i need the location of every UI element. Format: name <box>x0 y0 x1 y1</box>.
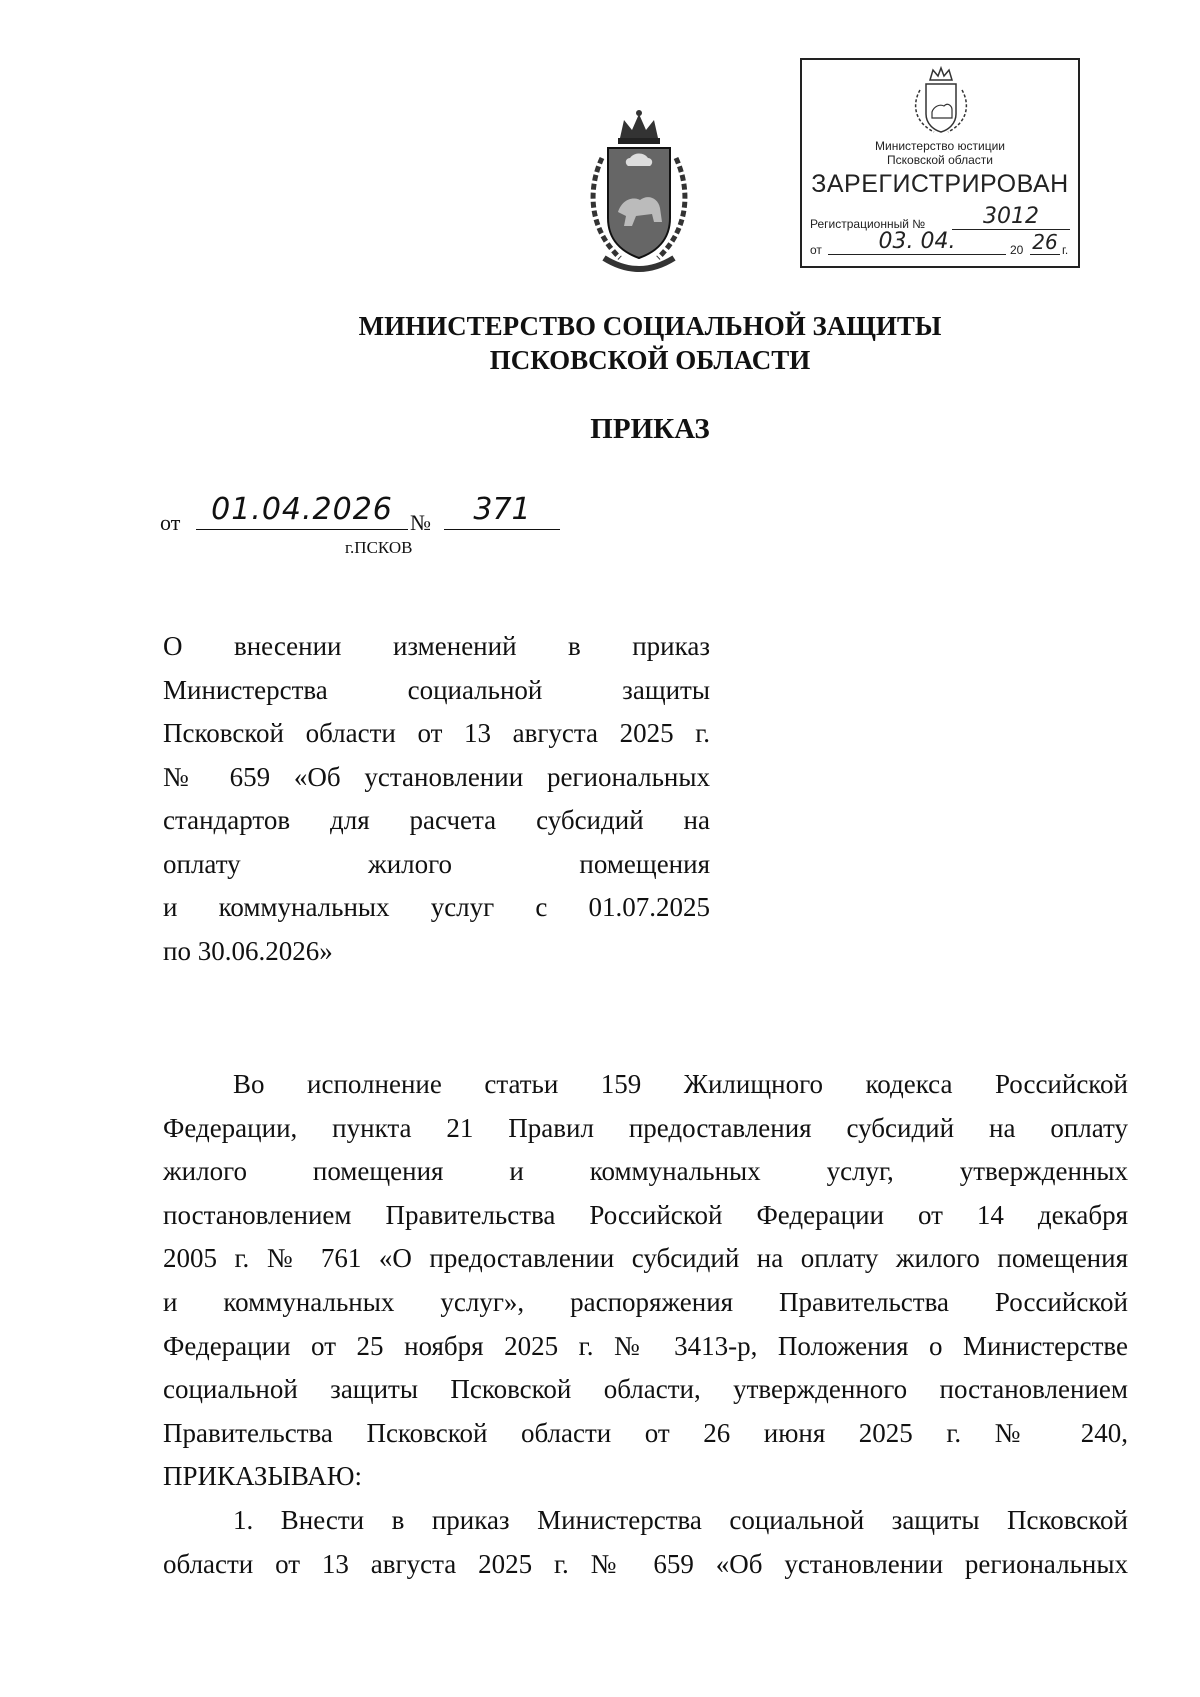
registration-stamp <box>800 58 1080 268</box>
subject-line: Псковской области от 13 августа 2025 г. <box>163 718 710 748</box>
stamp-reg-number: 3012 <box>952 205 1070 230</box>
stamp-year: 26 <box>1030 230 1060 255</box>
stamp-status: ЗАРЕГИСТРИРОВАН <box>811 170 1069 198</box>
ministry-name-line1: МИНИСТЕРСТВО СОЦИАЛЬНОЙ ЗАЩИТЫ <box>358 311 942 341</box>
body-line-decree: ПРИКАЗЫВАЮ: <box>163 1461 362 1492</box>
order-subject <box>163 625 710 973</box>
body-line: Федерации от 25 ноября 2025 г. № 3413-р, Положения о Министерстве <box>163 1330 1128 1361</box>
body-line: и коммунальных услуг», распоряжения Правительства Российской <box>163 1286 1128 1317</box>
subject-line: и коммунальных услуг с 01.07.2025 <box>163 892 710 922</box>
body-line: 2005 г. № 761 «О предоставлении субсидий на оплату жилого помещения <box>163 1243 1128 1274</box>
body-line: социальной защиты Псковской области, утвержденного постановлением <box>163 1374 1128 1405</box>
stamp-year-suffix: г. <box>1062 243 1069 257</box>
ministry-name-line2: ПСКОВСКОЙ ОБЛАСТИ <box>489 345 811 375</box>
body-line: Во исполнение статьи 159 Жилищного кодекса Российской <box>233 1069 1128 1099</box>
subject-line: О внесении изменений в приказ <box>163 631 710 661</box>
stamp-date: 03. 04. <box>828 230 1006 255</box>
stamp-coat-of-arms-icon <box>910 66 972 138</box>
order-body <box>163 1063 1128 1586</box>
body-line: постановлением Правительства Российской Федерации от 14 декабря <box>163 1199 1128 1230</box>
subject-line: № 659 «Об установлении региональных <box>163 761 710 792</box>
order-number-handwritten: 371 <box>444 487 560 530</box>
order-number-label: № <box>410 510 431 535</box>
body-line: жилого помещения и коммунальных услуг, утвержденных <box>163 1156 1128 1187</box>
document-type-title: ПРИКАЗ <box>590 413 710 445</box>
coat-of-arms-emblem <box>580 108 698 278</box>
stamp-year-prefix: 20 <box>1010 243 1024 257</box>
stamp-org-line2: Псковской области <box>887 153 993 167</box>
subject-line: оплату жилого помещения <box>163 848 710 879</box>
body-line: области от 13 августа 2025 г. № 659 «Об установлении региональных <box>163 1548 1128 1579</box>
body-line: Правительства Псковской области от 26 июня 2025 г. № 240, <box>163 1417 1128 1448</box>
stamp-reg-label: Регистрационный № <box>810 217 926 231</box>
subject-line: по 30.06.2026» <box>163 935 333 966</box>
stamp-org-line1: Министерство юстиции <box>875 139 1005 153</box>
stamp-from-label: от <box>810 243 822 257</box>
subject-line: стандартов для расчета субсидий на <box>163 805 710 835</box>
order-from-label: от <box>160 510 181 535</box>
body-line: Федерации, пункта 21 Правил предоставления субсидий на оплату <box>163 1112 1128 1143</box>
body-line: 1. Внести в приказ Министерства социальной защиты Псковской <box>233 1504 1128 1535</box>
subject-line: Министерства социальной защиты <box>163 674 710 705</box>
order-city: г.ПСКОВ <box>345 538 413 557</box>
order-date-handwritten: 01.04.2026 <box>196 487 408 530</box>
